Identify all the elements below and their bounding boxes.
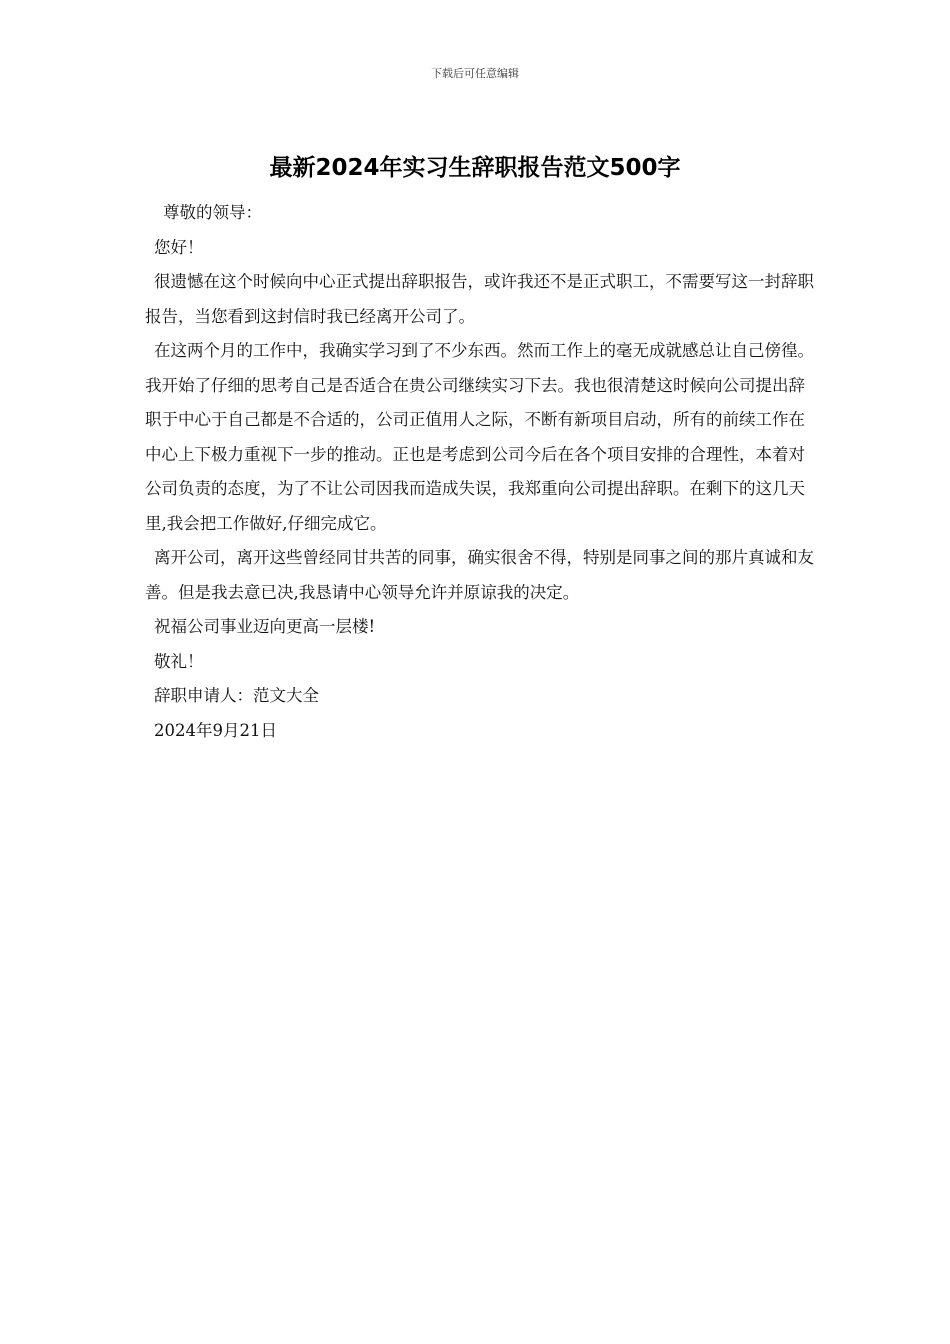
paragraph-1: 很遗憾在这个时候向中心正式提出辞职报告，或许我还不是正式职工，不需要写这一封辞职报告，当您看到这封信时我已经离开公司了。: [145, 272, 814, 326]
paragraph-3: 离开公司，离开这些曾经同甘共苦的同事，确实很舍不得，特别是同事之间的那片真诚和友善。但是我去意已决,我恳请中心领导允许并原谅我的决定。: [145, 548, 814, 602]
signature: 辞职申请人：范文大全: [154, 686, 319, 705]
wishes: 祝福公司事业迈向更高一层楼!: [154, 617, 376, 636]
paragraph-2: 在这两个月的工作中，我确实学习到了不少东西。然而工作上的毫无成就感总让自己傍徨。我开始了仔细的思考自己是否适合在贵公司继续实习下去。我也很清楚这时候向公司提出辞职于中心于自己都是不合适的，公司正值用人之际，不断有新项目启动，所有的前续工作在中心上下极力重视下一步的推动。正也是考虑到公司今后在各个项目安排的合理性，本着对公司负责的态度，为了不让公司因我而造成失误，我郑重向公司提出辞职。在剩下的这几天里,我会把工作做好,仔细完成它。: [145, 341, 814, 533]
date: 2024年9月21日: [154, 720, 277, 740]
document-title: 最新2024年实习生辞职报告范文500字: [269, 155, 681, 181]
greeting: 您好！: [154, 237, 204, 257]
closing: 敬礼！: [154, 651, 204, 671]
salutation: 尊敬的领导：: [163, 203, 262, 222]
letter-body: [145, 196, 820, 748]
header-note: 下载后可任意编辑: [431, 67, 519, 80]
